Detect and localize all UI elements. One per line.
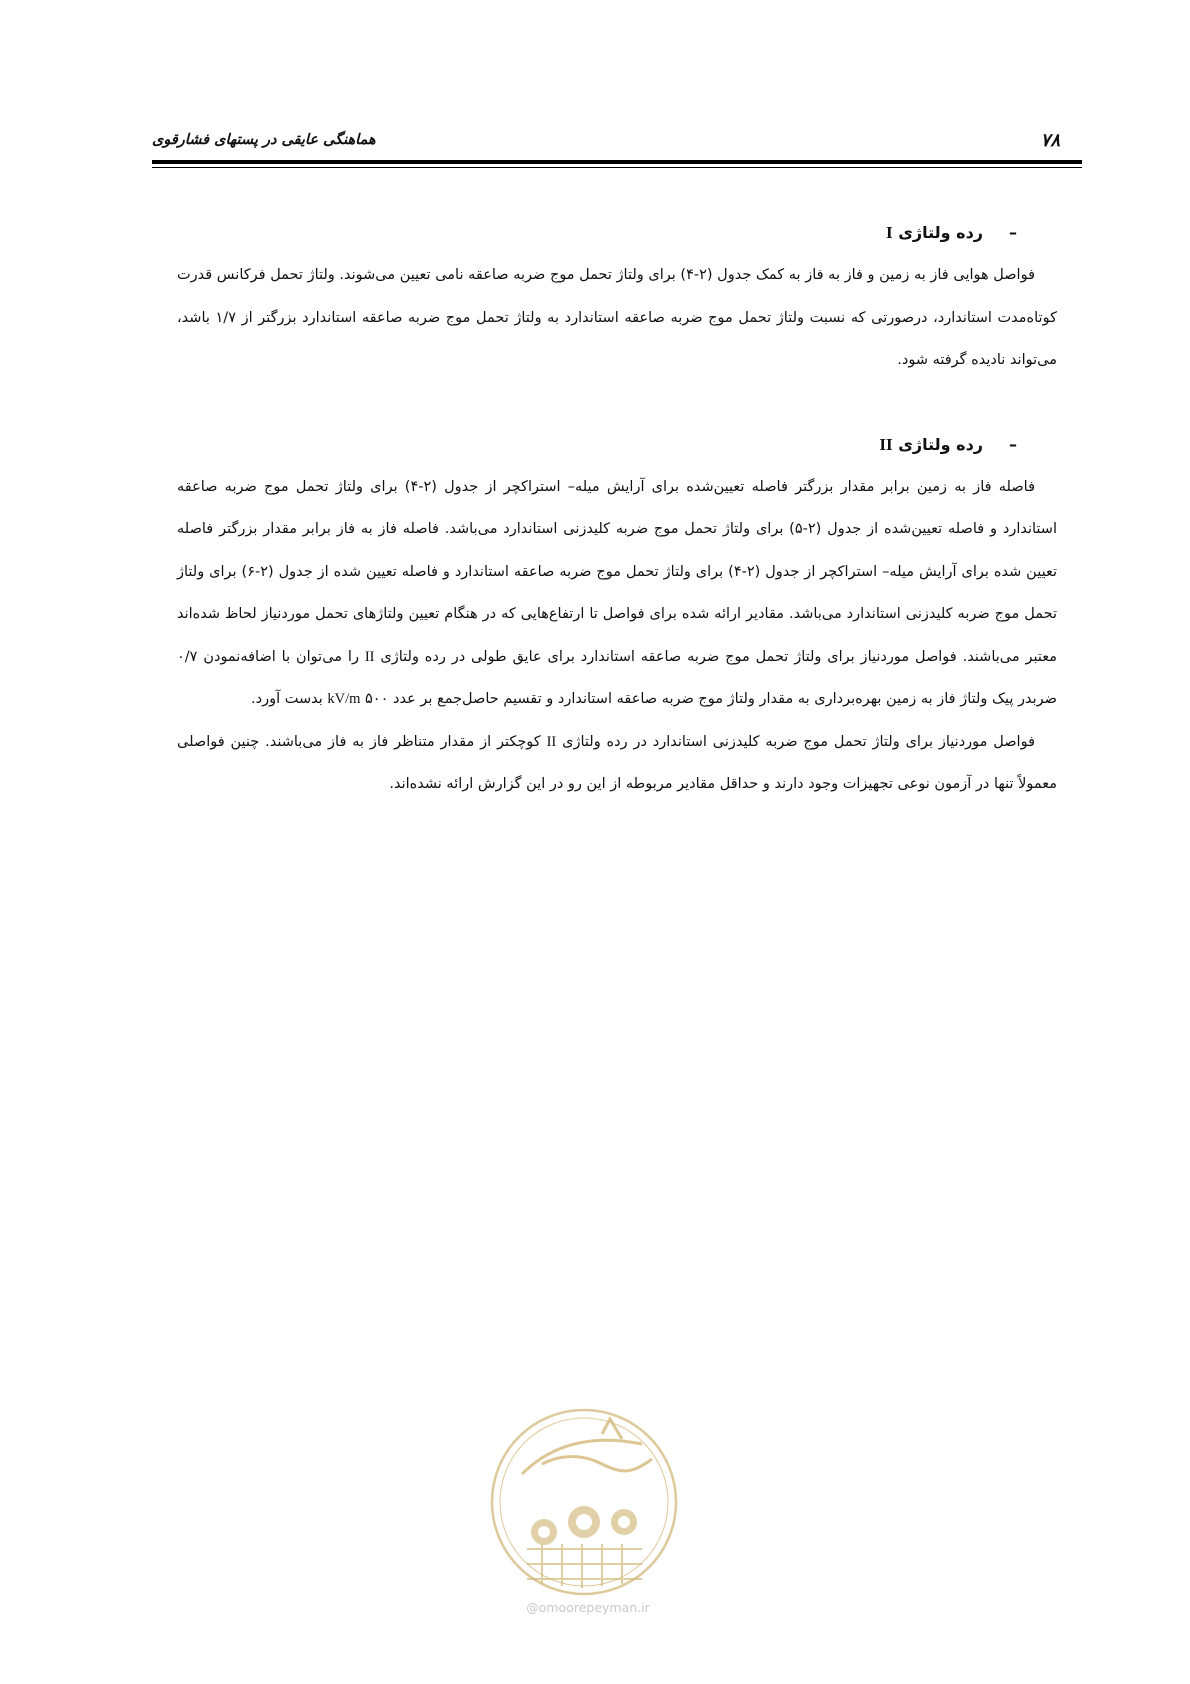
heading-roman-numeral: II [879, 434, 893, 454]
paragraph-range-2-switching [177, 721, 1057, 806]
section-heading-voltage-range-1 [177, 212, 1057, 254]
logo-script-mark [522, 1419, 652, 1474]
page-number: ۷۸ [1040, 130, 1060, 151]
heading-dash: – [1009, 434, 1017, 454]
roman-numeral-inline: II [546, 733, 557, 750]
paragraph-range-1: فواصل هوایی فاز به زمین و فاز به فاز به کمک جدول (۲-۴) برای ولتاژ تحمل موج ضربه صاعقه نامی تعیین می‌شوند. ولتاژ تحمل فرکانس قدرت کوتاه‌مدت استاندارد، درصورتی که نسبت ولتاژ تحمل موج ضربه صاعقه استاندارد به ولتاژ تحمل موج ضربه صاعقه استاندارد بزرگتر از ۱/۷ باشد، می‌تواند نادیده گرفته شود. [177, 267, 1057, 368]
page-body [177, 212, 1057, 806]
roman-numeral-inline: II [364, 648, 375, 665]
heading-text: رده ولتاژی [898, 434, 983, 454]
header-rule-thick [152, 160, 1082, 164]
heading-roman-numeral: I [885, 223, 893, 242]
paragraph-text: فاصله فاز به زمین برابر مقدار بزرگتر فاصله تعیین‌شده برای آرایش میله– استراکچر از جدول (۲-۴) برای ولتاژ تحمل موج ضربه صاعقه استاندارد و فاصله تعیین‌شده از جدول (۲-۵) برای ولتاژ تحمل موج ضربه کلیدزنی استاندارد می‌باشد. فاصله فاز به فاز برابر مقدار بزرگتر فاصله تعیین شده برای آرایش میله– استراکچر از جدول (۲-۴) برای ولتاژ تحمل موج ضربه صاعقه استاندارد و فاصله تعیین شده از جدول (۲-۶) برای ولتاژ تحمل موج ضربه کلیدزنی استاندارد می‌باشد. مقادیر ارائه شده برای فواصل تا ارتفاع‌هایی که در هنگام تعیین ولتاژهای تحمل موردنیاز لحاظ شده‌اند معتبر می‌باشند. فواصل موردنیاز برای ولتاژ تحمل موج ضربه صاعقه استاندارد برای عایق طولی در رده ولتاژی [177, 478, 1058, 665]
section-heading-voltage-range-2 [177, 424, 1057, 466]
paragraph-text: را می‌توان با اضافه‌نمودن ۰/۷ ضربدر پیک ولتاژ فاز به زمین بهره‌برداری به مقدار ولتاژ موج ضربه صاعقه استاندارد و تقسیم حاصل‌جمع بر عدد ۵۰۰ [177, 648, 1057, 707]
watermark-caption: @omoorepeyman.ir [526, 1600, 650, 1615]
grid-pattern [527, 1544, 642, 1588]
header-rule-thin [152, 167, 1082, 168]
paragraph-text: فواصل موردنیاز برای ولتاژ تحمل موج ضربه کلیدزنی استاندارد در رده ولتاژی [562, 733, 1036, 750]
paragraph-text: بدست آورد. [251, 691, 323, 707]
heading-text: رده ولتاژی [898, 223, 983, 242]
section-spacer [177, 382, 1057, 424]
page-header [152, 128, 1082, 158]
watermark-logo [482, 1404, 687, 1599]
running-title: هماهنگی عایقی در پستهای فشارقوی [152, 132, 376, 148]
paragraph-range-2-clearances [177, 466, 1057, 721]
paragraph-text: کوچکتر از مقدار متناظر فاز به فاز می‌باشند. چنین فواصلی معمولاً تنها در آزمون نوعی تجهیزات وجود دارند و حداقل مقادیر مربوطه از این رو در این گزارش ارائه نشده‌اند. [177, 733, 1057, 792]
unit-inline: kV/m [327, 691, 361, 707]
heading-dash: – [1009, 223, 1017, 242]
